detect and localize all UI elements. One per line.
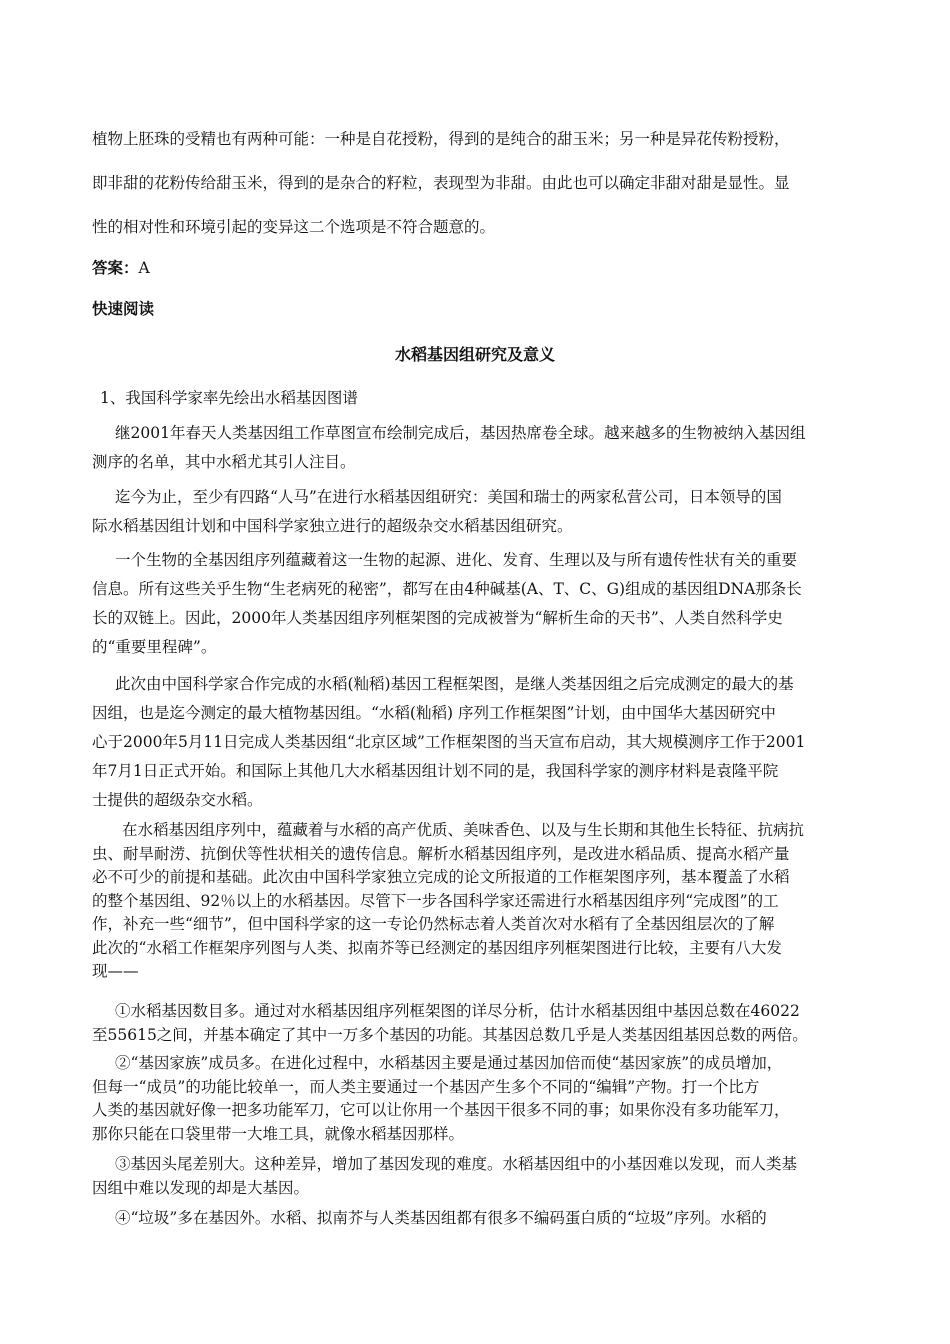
paragraph-2 <box>92 483 864 541</box>
intro-line-1: 植物上胚珠的受精也有两种可能：一种是自花授粉，得到的是纯合的甜玉米；另一种是异花传粉授粉， <box>92 130 790 148</box>
paragraph-4 <box>92 670 864 815</box>
answer-value: A <box>138 259 150 277</box>
paragraph-line: 信息。所有这些关乎生物“生老病死的秘密”，都写在由4种碱基(A、T、C、G)组成的基因组DNA那条长 <box>92 580 802 598</box>
paragraph-line: 心于2000年5月11日完成人类基因组“北京区域”工作框架图的当天宣布启动，其大规模测序工作于2001 <box>92 733 806 751</box>
paragraph-line: 因组中难以发现的却是大基因。 <box>92 1178 310 1197</box>
paragraph-line: 此次由中国科学家合作完成的水稻(籼稻)基因工程框架图，是继人类基因组之后完成测定的最大的基 <box>115 675 794 693</box>
paragraph-line: 虫、耐旱耐涝、抗倒伏等性状相关的遗传信息。解析水稻基因组序列，是改进水稻品质、提高水稻产量 <box>92 844 790 863</box>
paragraph-line: ④“垃圾”多在基因外。水稻、拟南芥与人类基因组都有很多不编码蛋白质的“垃圾”序列。水稻的 <box>115 1209 767 1227</box>
paragraph-line: 此次的“水稻工作框架序列图与人类、拟南芥等已经测定的基因组序列框架图进行比较，主要有八大发 <box>92 938 782 957</box>
paragraph-line: ②“基因家族”成员多。在进化过程中，水稻基因主要是通过基因加倍而使“基因家族”的成员增加， <box>115 1054 783 1072</box>
paragraph-line: ①水稻基因数目多。通过对水稻基因组序列框架图的详尽分析，估计水稻基因组中基因总数在46022 <box>115 1002 800 1020</box>
article-title: 水稻基因组研究及意义 <box>394 345 555 364</box>
paragraph-5 <box>92 819 864 984</box>
paragraph-line: 现—— <box>92 962 139 980</box>
paragraph-line: 因组，也是迄今测定的最大植物基因组。“水稻(籼稻) 序列工作框架图”计划，由中国华大基因研究中 <box>92 704 776 722</box>
paragraph-line: 至55615之间，并基本确定了其中一万多个基因的功能。其基因总数几乎是人类基因组基因总数的两倍。 <box>92 1025 808 1044</box>
article-subheading: 1、我国科学家率先绘出水稻基因图谱 <box>100 389 358 407</box>
paragraph-line: 一个生物的全基因组序列蕴藏着这一生物的起源、进化、发育、生理以及与所有遗传性状有关的重要 <box>115 551 798 569</box>
intro-line-3: 性的相对性和环境引起的变异这二个选项是不符合题意的。 <box>92 218 496 236</box>
paragraph-line: 在水稻基因组序列中，蕴藏着与水稻的高产优质、美味香色、以及与生长期和其他生长特征、抗病抗 <box>122 821 805 839</box>
paragraph-line: 年7月1日正式开始。和国际上其他几大水稻基因组计划不同的是，我国科学家的测序材料是袁隆平院 <box>92 762 779 780</box>
finding-2 <box>92 1052 864 1146</box>
paragraph-line: 作，补充一些“细节”，但中国科学家的这一专论仍然标志着人类首次对水稻有了全基因组层次的了解 <box>92 915 775 933</box>
answer-label: 答案： <box>92 259 139 277</box>
paragraph-line: 士提供的超级杂交水稻。 <box>92 791 263 809</box>
paragraph-line: 迄今为止，至少有四路“人马”在进行水稻基因组研究：美国和瑞士的两家私营公司，日本领导的国 <box>115 488 782 506</box>
paragraph-line: 的“重要里程碑”。 <box>92 638 217 656</box>
paragraph-line: 必不可少的前提和基础。此次由中国科学家独立完成的论文所报道的工作框架图序列，基本覆盖了水稻 <box>92 868 790 886</box>
paragraph-line: ③基因头尾差别大。这种差异，增加了基因发现的难度。水稻基因组中的小基因难以发现，而人类基 <box>115 1155 798 1173</box>
finding-1 <box>92 1000 864 1047</box>
paragraph-3 <box>92 546 864 662</box>
paragraph-line: 那你只能在口袋里带一大堆工具，就像水稻基因那样。 <box>92 1124 465 1143</box>
paragraph-line: 际水稻基因组计划和中国科学家独立进行的超级杂交水稻基因组研究。 <box>92 517 573 535</box>
paragraph-line: 继2001年春天人类基因组工作草图宣布绘制完成后，基因热席卷全球。越来越多的生物被纳入基因组 <box>115 424 806 442</box>
paragraph-line: 但每一“成员”的功能比较单一，而人类主要通过一个基因产生多个不同的“编辑”产物。打一个比方 <box>92 1077 760 1096</box>
paragraph-line: 人类的基因就好像一把多功能军刀，它可以让你用一个基因干很多不同的事；如果你没有多功能军刀， <box>92 1101 790 1119</box>
paragraph-line: 测序的名单，其中水稻尤其引人注目。 <box>92 453 356 471</box>
answer-line <box>92 257 862 279</box>
finding-4 <box>92 1207 864 1231</box>
section-heading: 快速阅读 <box>92 300 155 318</box>
paragraph-1 <box>92 419 864 477</box>
intro-line-2: 即非甜的花粉传给甜玉米，得到的是杂合的籽粒，表现型为非甜。由此也可以确定非甜对甜是显性。显 <box>92 174 790 192</box>
paragraph-line: 的整个基因组、92％以上的水稻基因。尽管下一步各国科学家还需进行水稻基因组序列“完成图”的工 <box>92 891 779 910</box>
paragraph-line: 长的双链上。因此，2000年人类基因组序列框架图的完成被誉为“解析生命的天书”、人类自然科学史 <box>92 609 783 627</box>
finding-3 <box>92 1153 864 1200</box>
